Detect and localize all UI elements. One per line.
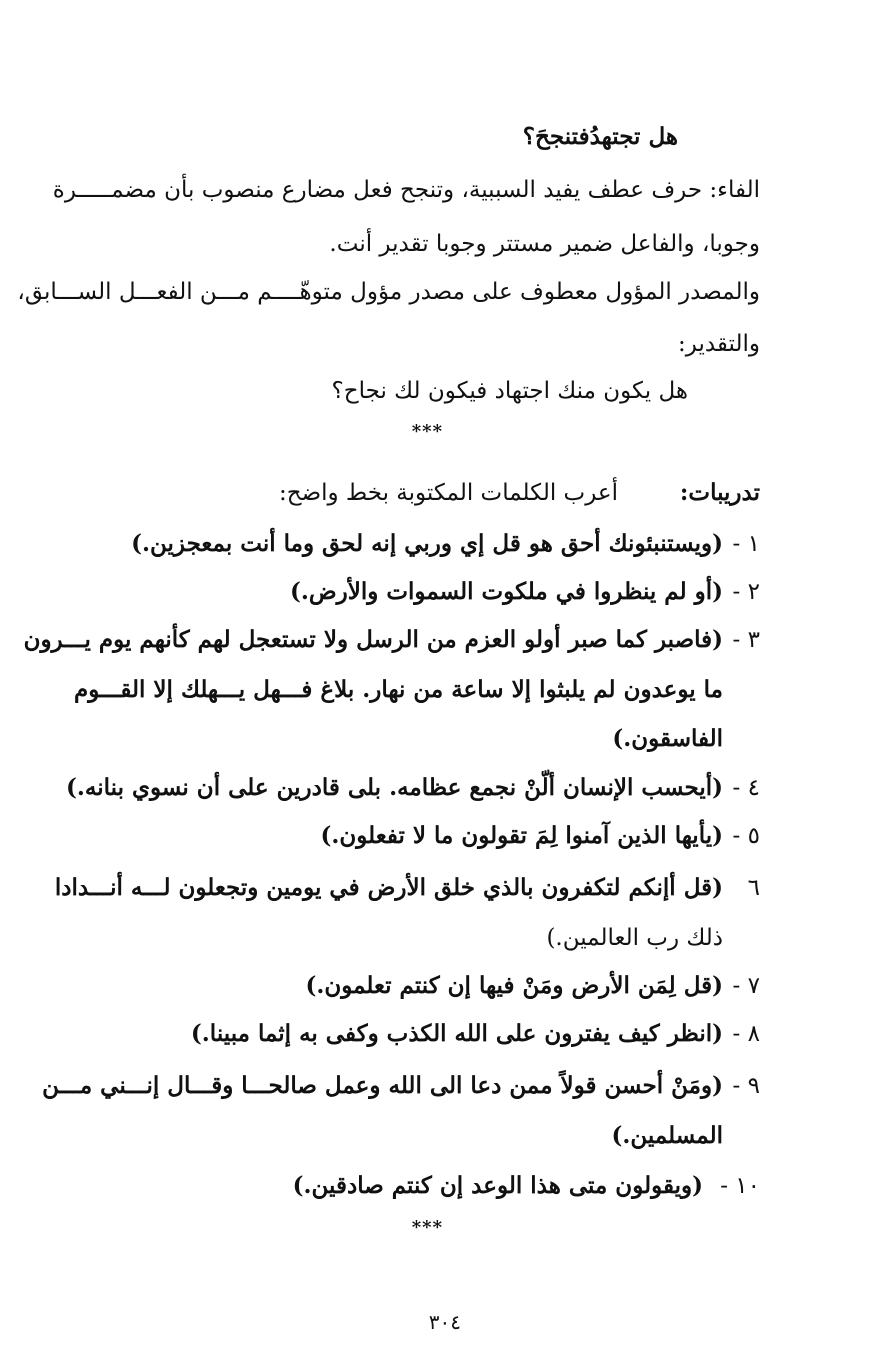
section-separator: ***	[411, 421, 443, 442]
explanation-line-1: الفاء: حرف عطف يفيد السببية، وتنجح فعل مضارع منصوب بأن مضمـــــرة	[52, 177, 760, 203]
explanation-line-2: وجوبا، والفاعل ضمير مستتر وجوبا تقدير أنت.	[329, 231, 760, 257]
item-text-6-line-2: ذلك رب العالمين.)	[546, 925, 723, 951]
item-text-6-line-1: (قل أإنكم لتكفرون بالذي خلق الأرض في يومين وتجعلون لـــه أنـــدادا	[54, 874, 723, 901]
item-text-7: (قل لِمَن الأرض ومَنْ فيها إن كنتم تعلمون.)	[305, 972, 723, 999]
item-text-1: (ويستنبئونك أحق هو قل إي وربي إنه لحق وما أنت بمعجزين.)	[131, 530, 723, 557]
explanation-line-3: والمصدر المؤول معطوف على مصدر مؤول متوهّــــم مـــن الفعـــل الســـابق،	[17, 279, 760, 305]
item-text-3-line-1: (فاصبر كما صبر أولو العزم من الرسل ولا تستعجل لهم كأنهم يوم يـــرون	[23, 626, 723, 653]
section-separator-bottom: ***	[411, 1217, 443, 1238]
item-text-10: (ويقولون متى هذا الوعد إن كنتم صادقين.)	[292, 1172, 703, 1199]
estimate-sentence: هل يكون منك اجتهاد فيكون لك نجاح؟	[331, 378, 688, 404]
item-text-3-line-2: ما يوعدون لم يلبثوا إلا ساعة من نهار. بلاغ فـــهل يـــهلك إلا القـــوم	[74, 676, 723, 703]
item-number-6: ٦	[747, 875, 760, 901]
exercises-label: تدريبات:	[679, 479, 760, 506]
item-number-8: ٨ -	[732, 1021, 760, 1047]
item-text-8: (انظر كيف يفترون على الله الكذب وكفى به إثما مبينا.)	[190, 1020, 723, 1047]
item-number-1: ١ -	[732, 531, 760, 557]
item-text-9-line-2: المسلمين.)	[611, 1122, 723, 1149]
item-text-4: (أيحسب الإنسان ألّنْ نجمع عظامه. بلى قادرين على أن نسوي بنانه.)	[66, 774, 723, 801]
item-text-9-line-1: (ومَنْ أحسن قولاً ممن دعا الى الله وعمل صالحـــا وقـــال إنـــني مـــن	[42, 1072, 723, 1099]
item-number-7: ٧ -	[732, 973, 760, 999]
item-text-2: (أو لم ينظروا في ملكوت السموات والأرض.)	[289, 578, 723, 605]
exercises-instruction: أعرب الكلمات المكتوبة بخط واضح:	[278, 480, 618, 506]
item-number-3: ٣ -	[732, 627, 760, 653]
example-question: هل تجتهدُفتنجحَ؟	[522, 123, 678, 150]
item-text-5: (يأيها الذين آمنوا لِمَ تقولون ما لا تفعلون.)	[320, 822, 723, 849]
item-text-3-line-3: الفاسقون.)	[612, 725, 723, 752]
item-number-5: ٥ -	[732, 823, 760, 849]
item-number-4: ٤ -	[732, 775, 760, 801]
item-number-2: ٢ -	[732, 579, 760, 605]
item-number-10: ١٠ -	[720, 1173, 760, 1199]
item-number-9: ٩ -	[732, 1073, 760, 1099]
page-number: ٣٠٤	[428, 1310, 461, 1334]
explanation-line-4: والتقدير:	[678, 331, 760, 357]
